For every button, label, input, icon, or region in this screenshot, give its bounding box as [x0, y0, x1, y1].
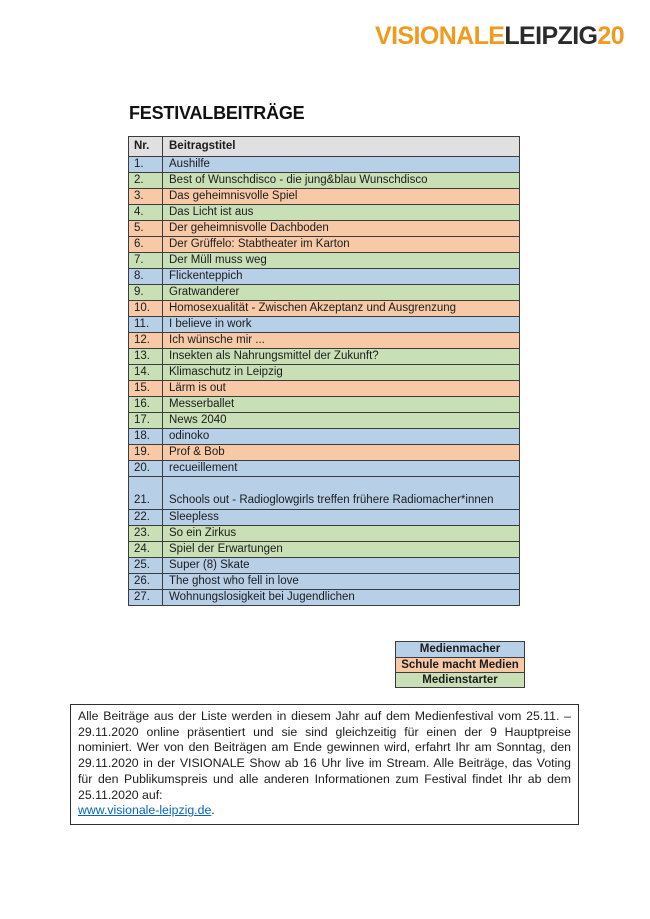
table-row — [129, 573, 519, 589]
visionale-leipzig-logo — [375, 22, 624, 51]
row-number: 27. — [129, 590, 163, 605]
row-title: recueillement — [169, 461, 238, 474]
row-title: odinoko — [169, 429, 210, 442]
logo-part-year: 20 — [597, 22, 624, 50]
table-row — [129, 460, 519, 476]
table-row — [129, 268, 519, 284]
table-row — [129, 589, 519, 605]
row-title: Das geheimnisvolle Spiel — [169, 189, 298, 202]
table-row — [129, 300, 519, 316]
row-title: Das Licht ist aus — [169, 205, 254, 218]
table-body — [129, 156, 519, 605]
row-title: Aushilfe — [169, 157, 210, 170]
row-number: 8. — [129, 269, 163, 284]
table-row — [129, 172, 519, 188]
table-row — [129, 541, 519, 557]
table-row — [129, 380, 519, 396]
row-title: The ghost who fell in love — [169, 574, 299, 587]
row-title: Gratwanderer — [169, 285, 240, 298]
row-number: 12. — [129, 333, 163, 348]
row-title: News 2040 — [169, 413, 227, 426]
table-row — [129, 156, 519, 172]
row-title: I believe in work — [169, 317, 252, 330]
row-number: 2. — [129, 173, 163, 188]
row-title: Super (8) Skate — [169, 558, 250, 571]
table-row — [129, 252, 519, 268]
row-number: 5. — [129, 221, 163, 236]
table-row — [129, 332, 519, 348]
row-number: 22. — [129, 510, 163, 525]
row-number: 9. — [129, 285, 163, 300]
table-row — [129, 284, 519, 300]
table-row — [129, 220, 519, 236]
table-row — [129, 476, 519, 509]
table-row — [129, 188, 519, 204]
row-number: 15. — [129, 381, 163, 396]
row-title: Der Grüffelo: Stabtheater im Karton — [169, 237, 350, 250]
row-title: Der geheimnisvolle Dachboden — [169, 221, 329, 234]
row-number: 10. — [129, 301, 163, 316]
table-row — [129, 557, 519, 573]
row-number: 16. — [129, 397, 163, 412]
table-row — [129, 364, 519, 380]
row-title: Flickenteppich — [169, 269, 243, 282]
row-title: Lärm is out — [169, 381, 226, 394]
festival-link[interactable]: www.visionale-leipzig.de — [78, 803, 212, 818]
table-header — [129, 137, 519, 156]
table-row — [129, 236, 519, 252]
row-title: Prof & Bob — [169, 445, 225, 458]
row-number: 7. — [129, 253, 163, 268]
row-title: Homosexualität - Zwischen Akzeptanz und Ausgrenzung — [169, 301, 457, 314]
row-number: 24. — [129, 542, 163, 557]
row-number: 23. — [129, 526, 163, 541]
legend-item-medienmacher: Medienmacher — [396, 642, 524, 657]
table-row — [129, 509, 519, 525]
row-number: 14. — [129, 365, 163, 380]
row-number: 17. — [129, 413, 163, 428]
row-number: 18. — [129, 429, 163, 444]
table-row — [129, 412, 519, 428]
row-number: 3. — [129, 189, 163, 204]
row-number: 1. — [129, 157, 163, 172]
row-number: 6. — [129, 237, 163, 252]
logo-part-visionale: VISIONALE — [375, 22, 505, 50]
row-title: Ich wünsche mir ... — [169, 333, 265, 346]
table-row — [129, 525, 519, 541]
header-nr: Nr. — [129, 137, 163, 156]
row-number: 19. — [129, 445, 163, 460]
row-number: 21. — [129, 477, 163, 509]
table-row — [129, 348, 519, 364]
contributions-table — [128, 136, 520, 606]
table-row — [129, 396, 519, 412]
info-box — [70, 704, 579, 825]
legend — [395, 641, 525, 688]
header-title: Beitragstitel — [169, 139, 236, 152]
table-row — [129, 444, 519, 460]
row-title: Der Müll muss weg — [169, 253, 267, 266]
legend-item-schule-macht-medien: Schule macht Medien — [396, 657, 524, 672]
row-title: Klimaschutz in Leipzig — [169, 365, 283, 378]
row-title: Sleepless — [169, 510, 219, 523]
row-title: Wohnungslosigkeit bei Jugendlichen — [169, 590, 355, 603]
row-title: Schools out - Radioglowgirls treffen frühere Radiomacher*innen — [169, 493, 494, 506]
row-title: Insekten als Nahrungsmittel der Zukunft? — [169, 349, 379, 362]
legend-item-medienstarter: Medienstarter — [396, 672, 524, 687]
row-title: Best of Wunschdisco - die jung&blau Wunschdisco — [169, 173, 428, 186]
info-text-period: . — [211, 803, 215, 818]
row-number: 13. — [129, 349, 163, 364]
info-text: Alle Beiträge aus der Liste werden in diesem Jahr auf dem Medienfestival vom 25.11. – 29.11.2020 online präsentiert und sie sind gleichzeitig für einen der 9 Hauptpreise nominiert. Wer von den Beiträgen am Ende gewinnen wird, erfahrt Ihr am Sonntag, den 29.11.2020 in der VISIONALE Show ab 16 Uhr live im Stream. Alle Beiträge, das Voting für den Publikumspreis und alle anderen Informationen zum Festival findet Ihr ab dem 25.11.2020 auf: — [78, 709, 571, 802]
row-number: 4. — [129, 205, 163, 220]
row-number: 26. — [129, 574, 163, 589]
row-title: Messerballet — [169, 397, 235, 410]
row-title: Spiel der Erwartungen — [169, 542, 283, 555]
row-number: 20. — [129, 461, 163, 476]
row-number: 11. — [129, 317, 163, 332]
logo-part-leipzig: LEIPZIG — [504, 22, 598, 50]
table-row — [129, 316, 519, 332]
table-row — [129, 428, 519, 444]
page-title: FESTIVALBEITRÄGE — [129, 103, 305, 123]
row-title: So ein Zirkus — [169, 526, 237, 539]
table-row — [129, 204, 519, 220]
row-number: 25. — [129, 558, 163, 573]
